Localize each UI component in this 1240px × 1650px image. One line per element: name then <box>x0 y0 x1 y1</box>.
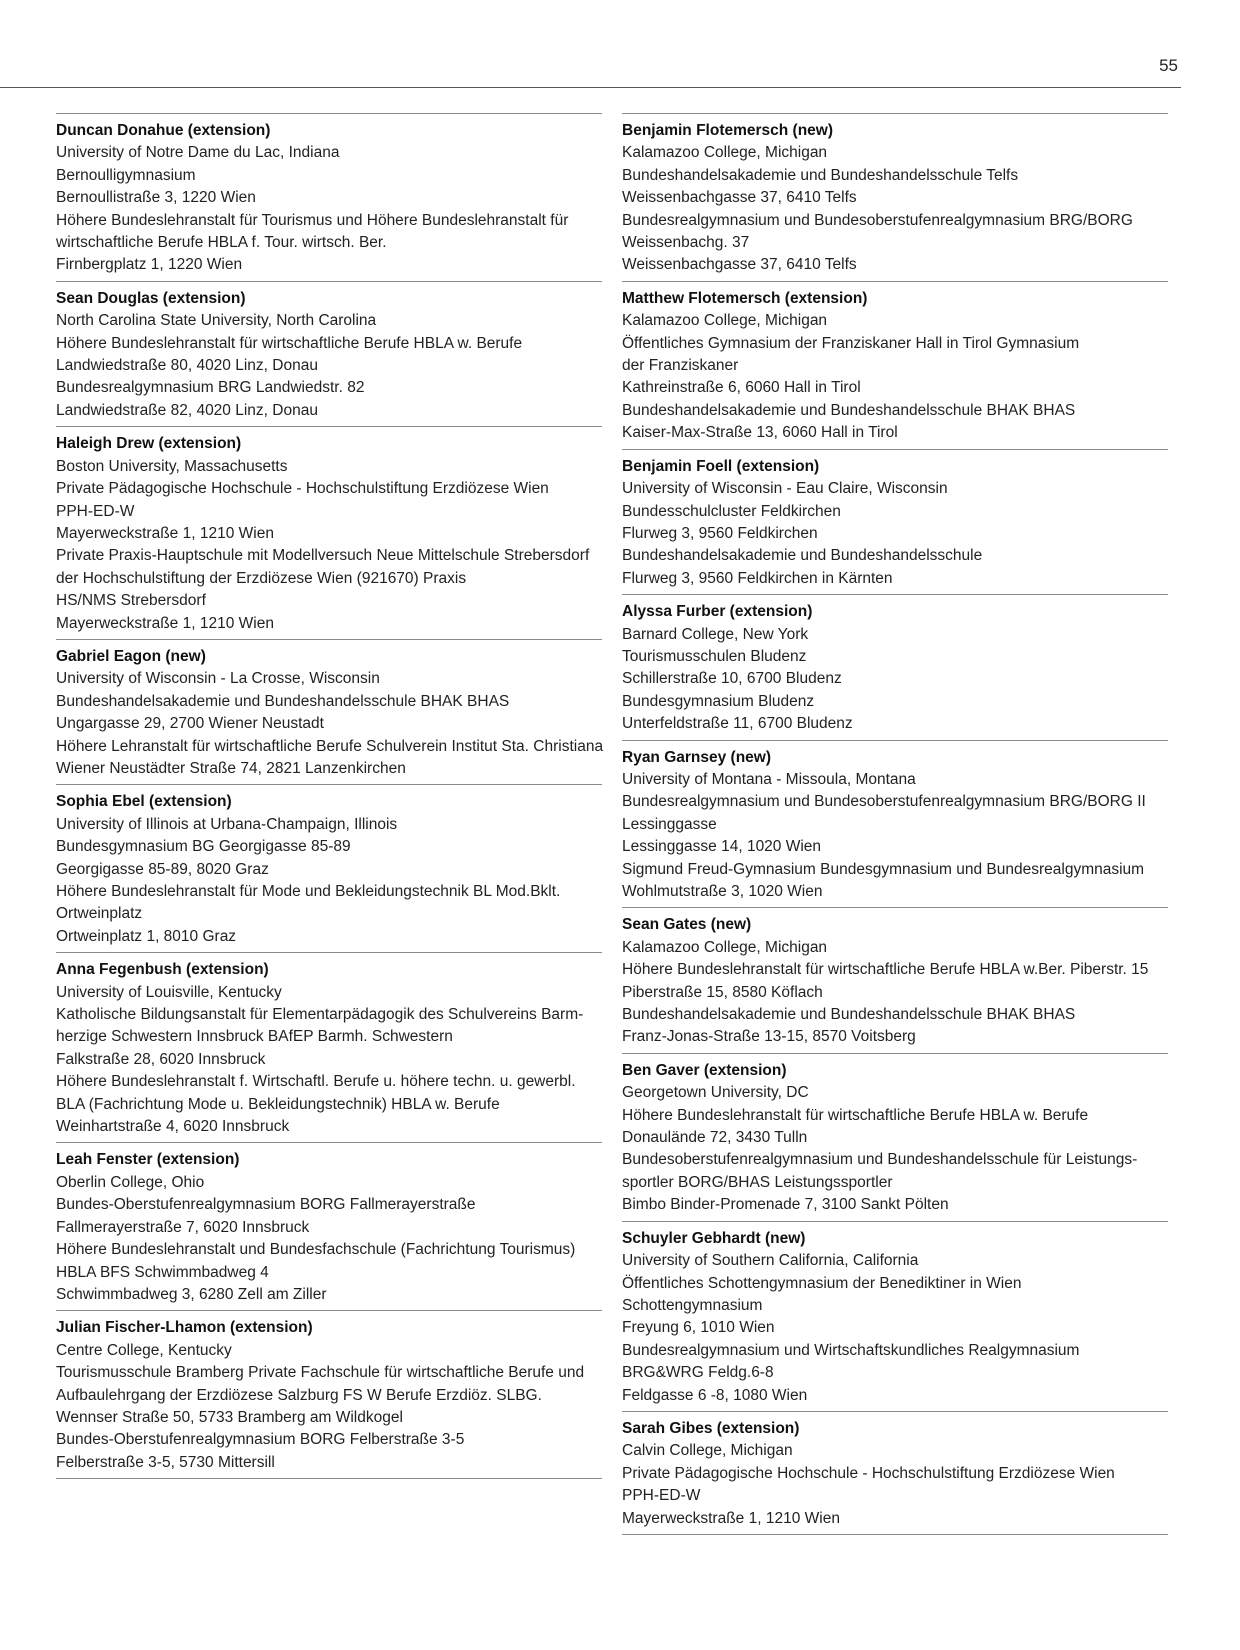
entry-detail-line: Wennser Straße 50, 5733 Bramberg am Wildkogel <box>56 1408 403 1426</box>
entry-detail-line: University of Notre Dame du Lac, Indiana <box>56 144 340 162</box>
directory-entry <box>56 426 602 639</box>
entry-detail-line: Bundesoberstufenrealgymnasium und Bundeshandelsschule für Leistungs- <box>622 1151 1138 1169</box>
entry-detail-line: Bundesrealgymnasium und Bundesoberstufenrealgymnasium BRG/BORG <box>622 211 1133 229</box>
directory-entry <box>622 281 1168 449</box>
entry-detail-line: Kalamazoo College, Michigan <box>622 938 828 956</box>
entry-detail-line: Katholische Bildungsanstalt für Elementarpädagogik des Schulvereins Barm- <box>56 1006 584 1024</box>
entry-detail-line: Private Pädagogische Hochschule - Hochschulstiftung Erzdiözese Wien <box>622 1464 1115 1482</box>
entry-detail-line: Boston University, Massachusetts <box>56 457 288 475</box>
entry-detail-line: Weissenbachg. 37 <box>622 234 750 252</box>
entry-detail-line: Bimbo Binder-Promenade 7, 3100 Sankt Pölten <box>622 1196 949 1214</box>
entry-detail-line: Höhere Bundeslehranstalt für wirtschaftliche Berufe HBLA w. Berufe <box>56 334 523 352</box>
entry-detail-line: Lessinggasse <box>622 815 717 833</box>
directory-entry <box>622 449 1168 594</box>
entry-detail-line: der Hochschulstiftung der Erzdiözese Wien (921670) Praxis <box>56 569 467 587</box>
entry-detail-line: sportler BORG/BHAS Leistungssportler <box>622 1173 893 1191</box>
entry-detail-line: University of Wisconsin - La Crosse, Wisconsin <box>56 670 380 688</box>
entry-detail-line: Unterfeldstraße 11, 6700 Bludenz <box>622 715 853 733</box>
entry-detail-line: Bundeshandelsakademie und Bundeshandelsschule BHAK BHAS <box>56 692 510 710</box>
entry-name: Ben Gaver (extension) <box>622 1061 787 1079</box>
directory-entry <box>622 740 1168 908</box>
entry-detail-line: Landwiedstraße 82, 4020 Linz, Donau <box>56 401 318 419</box>
directory-entry <box>56 952 602 1142</box>
entry-detail-line: Höhere Bundeslehranstalt für wirtschaftliche Berufe HBLA w.Ber. Piberstr. 15 <box>622 961 1149 979</box>
entry-detail-line: Felberstraße 3-5, 5730 Mittersill <box>56 1453 275 1471</box>
entry-detail-line: der Franziskaner <box>622 357 739 375</box>
entry-detail-line: University of Montana - Missoula, Montana <box>622 770 916 788</box>
entry-detail-line: Wohlmutstraße 3, 1020 Wien <box>622 883 823 900</box>
entry-name: Anna Fegenbush (extension) <box>56 961 269 979</box>
entry-detail-line: Bundesrealgymnasium BRG Landwiedstr. 82 <box>56 379 365 397</box>
entry-name: Julian Fischer-Lhamon (extension) <box>56 1319 313 1337</box>
entry-detail-line: Calvin College, Michigan <box>622 1442 793 1460</box>
directory-entry <box>622 1221 1168 1411</box>
entry-detail-line: Bundes-Oberstufenrealgymnasium BORG Fallmerayerstraße <box>56 1196 476 1214</box>
entry-detail-line: herzige Schwestern Innsbruck BAfEP Barmh. Schwestern <box>56 1028 453 1046</box>
entry-detail-line: Bundesschulcluster Feldkirchen <box>622 502 841 520</box>
entry-detail-line: Private Pädagogische Hochschule - Hochschulstiftung Erzdiözese Wien <box>56 480 549 498</box>
entry-detail-line: Höhere Bundeslehranstalt und Bundesfachschule (Fachrichtung Tourismus) <box>56 1241 576 1259</box>
directory-entry <box>622 907 1168 1052</box>
entry-detail-line: BLA (Fachrichtung Mode u. Bekleidungstechnik) HBLA w. Berufe <box>56 1095 500 1113</box>
entry-detail-line: Bundeshandelsakademie und Bundeshandelsschule BHAK BHAS <box>622 1006 1076 1024</box>
entry-detail-line: Schwimmbadweg 3, 6280 Zell am Ziller <box>56 1285 327 1303</box>
entry-detail-line: Kaiser-Max-Straße 13, 6060 Hall in Tirol <box>622 424 898 442</box>
directory-entry <box>56 639 602 784</box>
entry-detail-line: HS/NMS Strebersdorf <box>56 592 206 610</box>
entry-detail-line: Aufbaulehrgang der Erzdiözese Salzburg FS W Berufe Erzdiöz. SLBG. <box>56 1386 542 1404</box>
entry-name: Gabriel Eagon (new) <box>56 647 206 665</box>
entry-detail-line: Georgetown University, DC <box>622 1084 809 1102</box>
entry-detail-line: Bernoullistraße 3, 1220 Wien <box>56 189 256 207</box>
entry-detail-line: Höhere Bundeslehranstalt für Tourismus und Höhere Bundeslehranstalt für <box>56 211 569 229</box>
directory-entry <box>622 594 1168 739</box>
entry-detail-line: Donaulände 72, 3430 Tulln <box>622 1129 808 1147</box>
entry-detail-line: Bundeshandelsakademie und Bundeshandelsschule <box>622 547 983 565</box>
entry-detail-line: University of Illinois at Urbana-Champaign, Illinois <box>56 815 398 833</box>
entry-detail-line: Mayerweckstraße 1, 1210 Wien <box>56 614 274 632</box>
entry-name: Sophia Ebel (extension) <box>56 793 232 811</box>
entry-detail-line: Bundeshandelsakademie und Bundeshandelsschule BHAK BHAS <box>622 401 1076 419</box>
entry-detail-line: University of Southern California, California <box>622 1252 919 1270</box>
entry-name: Matthew Flotemersch (extension) <box>622 289 868 307</box>
entry-detail-line: Georgigasse 85-89, 8020 Graz <box>56 860 269 878</box>
entry-detail-line: Wiener Neustädter Straße 74, 2821 Lanzenkirchen <box>56 759 406 777</box>
entry-detail-line: PPH-ED-W <box>56 502 135 520</box>
entry-detail-line: Kathreinstraße 6, 6060 Hall in Tirol <box>622 379 861 397</box>
entry-detail-line: Freyung 6, 1010 Wien <box>622 1319 775 1337</box>
entry-detail-line: Weinhartstraße 4, 6020 Innsbruck <box>56 1118 290 1136</box>
entry-detail-line: Bernoulligymnasium <box>56 166 196 184</box>
entry-detail-line: PPH-ED-W <box>622 1487 701 1505</box>
entry-detail-line: Franz-Jonas-Straße 13-15, 8570 Voitsberg <box>622 1028 916 1046</box>
directory-entry <box>622 113 1168 281</box>
entry-detail-line: Flurweg 3, 9560 Feldkirchen <box>622 524 818 542</box>
entry-detail-line: Lessinggasse 14, 1020 Wien <box>622 838 822 856</box>
entry-detail-line: Bundes-Oberstufenrealgymnasium BORG Felberstraße 3-5 <box>56 1431 465 1449</box>
entry-detail-line: Tourismusschulen Bludenz <box>622 647 807 665</box>
entry-name: Sarah Gibes (extension) <box>622 1419 800 1437</box>
entry-detail-line: Ortweinplatz 1, 8010 Graz <box>56 927 237 945</box>
entry-detail-line: Mayerweckstraße 1, 1210 Wien <box>56 524 274 542</box>
entry-detail-line: Centre College, Kentucky <box>56 1341 232 1359</box>
entry-detail-line: Feldgasse 6 -8, 1080 Wien <box>622 1386 808 1404</box>
entry-detail-line: Weissenbachgasse 37, 6410 Telfs <box>622 189 857 207</box>
entry-detail-line: Fallmerayerstraße 7, 6020 Innsbruck <box>56 1218 310 1236</box>
entry-detail-line: Höhere Lehranstalt für wirtschaftliche Berufe Schulverein Institut Sta. Christiana <box>56 737 604 755</box>
directory-entry <box>56 1310 602 1479</box>
entry-detail-line: Höhere Bundeslehranstalt für wirtschaftliche Berufe HBLA w. Berufe <box>622 1106 1089 1124</box>
directory-entry <box>56 281 602 426</box>
entry-detail-line: Piberstraße 15, 8580 Köflach <box>622 983 823 1001</box>
entry-detail-line: Bundesrealgymnasium und Wirtschaftskundliches Realgymnasium <box>622 1341 1080 1359</box>
entry-name: Sean Gates (new) <box>622 916 752 934</box>
entry-detail-line: Sigmund Freud-Gymnasium Bundesgymnasium und Bundesrealgymnasium <box>622 860 1145 878</box>
entry-detail-line: HBLA BFS Schwimmbadweg 4 <box>56 1263 269 1281</box>
entry-detail-line: University of Louisville, Kentucky <box>56 983 282 1001</box>
entry-detail-line: University of Wisconsin - Eau Claire, Wisconsin <box>622 480 948 498</box>
directory-entry <box>56 784 602 952</box>
entry-detail-line: Landwiedstraße 80, 4020 Linz, Donau <box>56 357 318 375</box>
entry-name: Alyssa Furber (extension) <box>622 603 813 621</box>
entry-detail-line: Ortweinplatz <box>56 905 143 923</box>
entry-detail-line: Tourismusschule Bramberg Private Fachschule für wirtschaftliche Berufe und <box>56 1364 585 1382</box>
entry-name: Leah Fenster (extension) <box>56 1151 240 1169</box>
entry-detail-line: wirtschaftliche Berufe HBLA f. Tour. wirtsch. Ber. <box>56 234 387 252</box>
entry-detail-line: Ungargasse 29, 2700 Wiener Neustadt <box>56 715 324 733</box>
entry-detail-line: Oberlin College, Ohio <box>56 1173 205 1191</box>
directory-entry <box>56 1142 602 1310</box>
entry-name: Ryan Garnsey (new) <box>622 748 772 766</box>
entry-name: Benjamin Flotemersch (new) <box>622 122 834 139</box>
page-number: 55 <box>1159 56 1178 75</box>
entry-detail-line: Falkstraße 28, 6020 Innsbruck <box>56 1050 266 1068</box>
entry-name: Sean Douglas (extension) <box>56 289 246 307</box>
entry-detail-line: Bundeshandelsakademie und Bundeshandelsschule Telfs <box>622 166 1019 184</box>
entry-detail-line: Firnbergplatz 1, 1220 Wien <box>56 256 243 274</box>
entry-detail-line: Öffentliches Gymnasium der Franziskaner Hall in Tirol Gymnasium <box>622 334 1080 352</box>
entry-detail-line: Private Praxis-Hauptschule mit Modellversuch Neue Mittelschule Strebersdorf <box>56 547 590 565</box>
entry-detail-line: North Carolina State University, North Carolina <box>56 312 377 330</box>
entry-detail-line: Höhere Bundeslehranstalt für Mode und Bekleidungstechnik BL Mod.Bklt. <box>56 883 561 900</box>
entry-name: Haleigh Drew (extension) <box>56 435 242 453</box>
entry-detail-line: BRG&WRG Feldg.6-8 <box>622 1364 774 1382</box>
entry-name: Benjamin Foell (extension) <box>622 457 820 475</box>
directory-entry <box>622 1053 1168 1221</box>
header-rule <box>0 87 1181 88</box>
directory-entry <box>56 113 602 281</box>
left-column <box>56 113 602 1479</box>
entry-detail-line: Bundesgymnasium BG Georgigasse 85-89 <box>56 838 351 856</box>
entry-detail-line: Kalamazoo College, Michigan <box>622 144 828 162</box>
entry-detail-line: Barnard College, New York <box>622 625 809 643</box>
entry-detail-line: Öffentliches Schottengymnasium der Benediktiner in Wien <box>622 1274 1022 1292</box>
entry-detail-line: Schottengymnasium <box>622 1296 763 1314</box>
entry-detail-line: Bundesrealgymnasium und Bundesoberstufenrealgymnasium BRG/BORG II <box>622 793 1146 811</box>
directory-entry <box>622 1411 1168 1535</box>
right-column <box>622 113 1168 1535</box>
entry-detail-line: Bundesgymnasium Bludenz <box>622 692 815 710</box>
entry-detail-line: Kalamazoo College, Michigan <box>622 312 828 330</box>
entry-name: Schuyler Gebhardt (new) <box>622 1229 806 1247</box>
entry-detail-line: Schillerstraße 10, 6700 Bludenz <box>622 670 842 688</box>
entry-detail-line: Höhere Bundeslehranstalt f. Wirtschaftl. Berufe u. höhere techn. u. gewerbl. <box>56 1073 576 1091</box>
entry-detail-line: Weissenbachgasse 37, 6410 Telfs <box>622 256 857 274</box>
entry-detail-line: Mayerweckstraße 1, 1210 Wien <box>622 1509 840 1527</box>
entry-name: Duncan Donahue (extension) <box>56 122 271 139</box>
entry-detail-line: Flurweg 3, 9560 Feldkirchen in Kärnten <box>622 569 893 587</box>
